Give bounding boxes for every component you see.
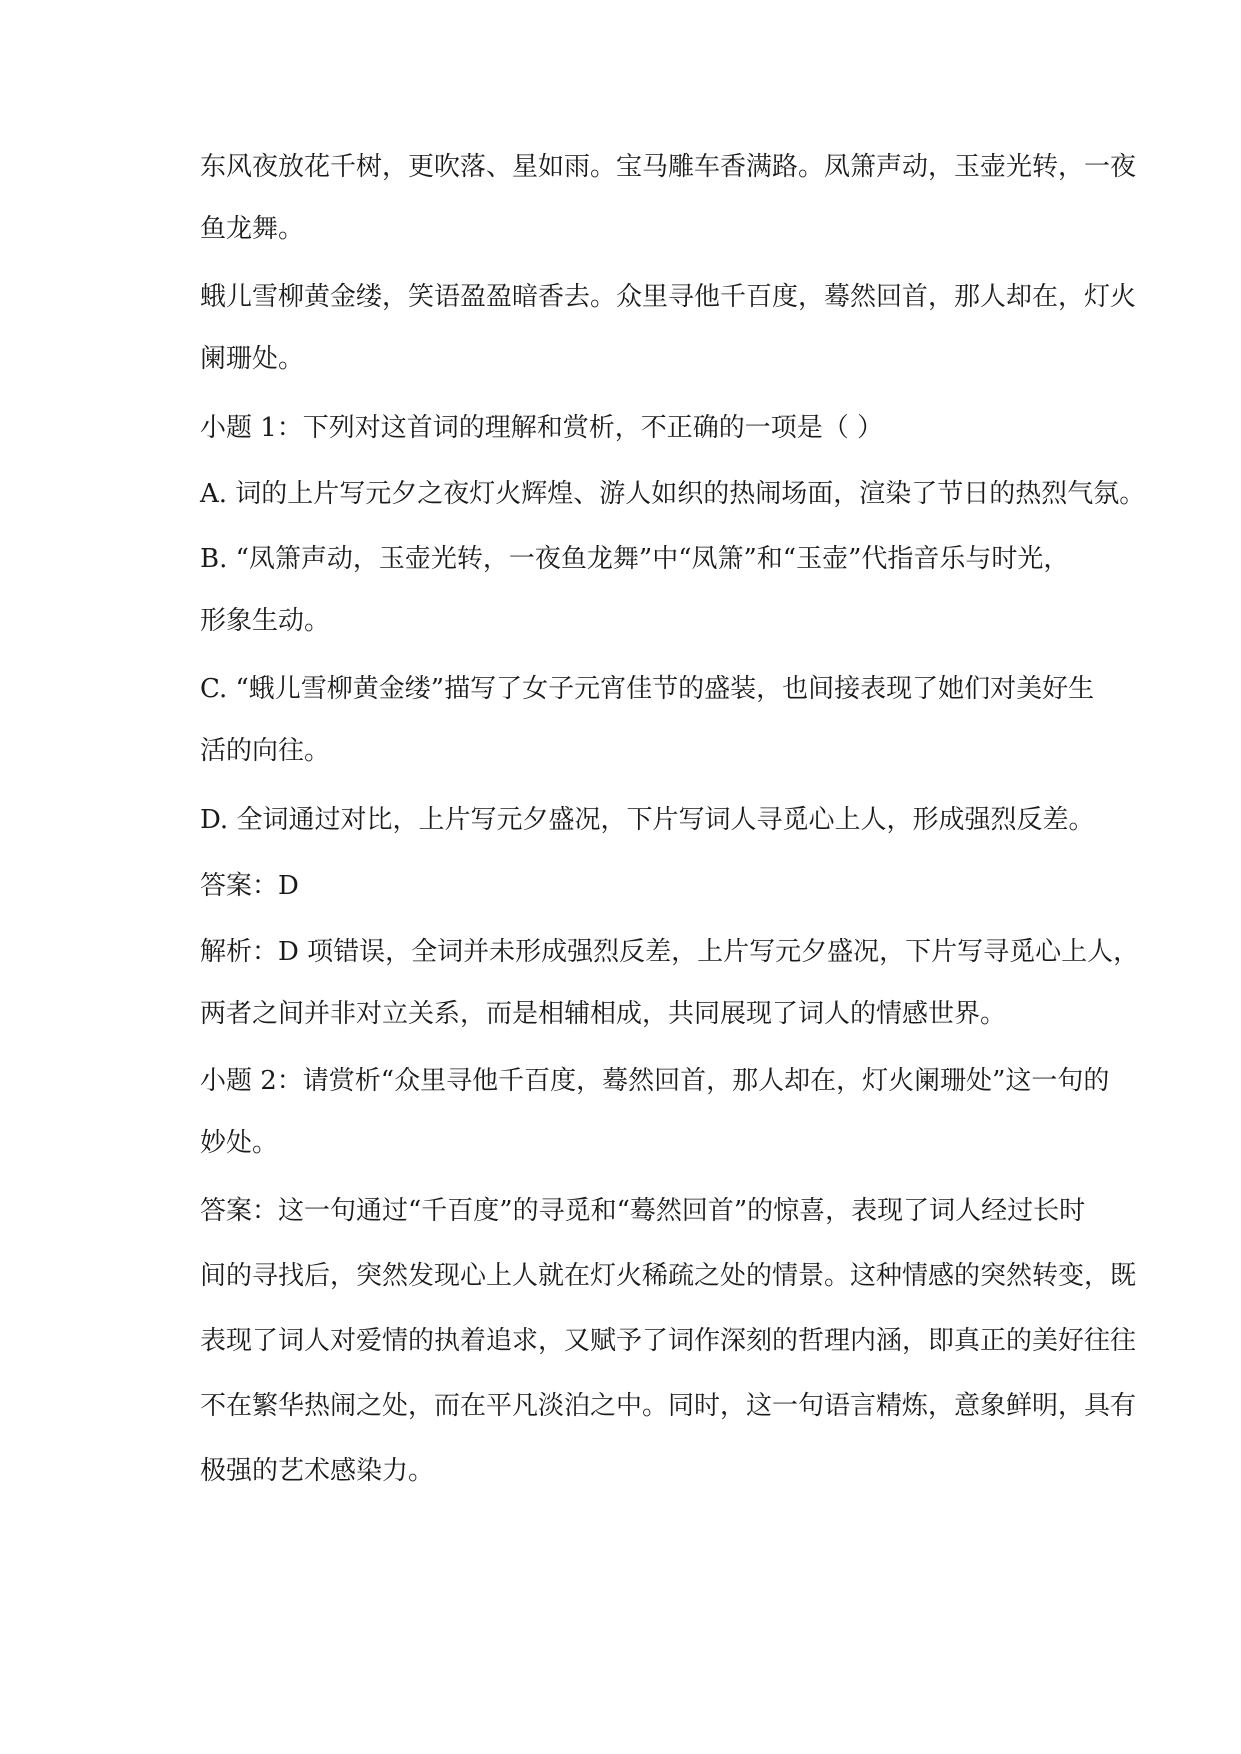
question-2-answer-cont: 不在繁华热闹之处，而在平凡淡泊之中。同时，这一句语言精炼，意象鲜明，具有 [200, 1391, 1137, 1421]
question-2-answer-cont: 表现了词人对爱情的执着追求，又赋予了词作深刻的哲理内涵，即真正的美好往往 [200, 1326, 1137, 1356]
question-1-option-c: C. “蛾儿雪柳黄金缕”描写了女子元宵佳节的盛装，也间接表现了她们对美好生 [200, 674, 1095, 704]
question-1-option-b: B. “凤箫声动，玉壶光转，一夜鱼龙舞”中“凤箫”和“玉壶”代指音乐与时光， [200, 544, 1070, 574]
question-2-answer-cont: 间的寻找后，突然发现心上人就在灯火稀疏之处的情景。这种情感的突然转变，既 [200, 1261, 1137, 1291]
question-1-answer: 答案：D [200, 871, 299, 901]
question-2-stem-cont: 妙处。 [200, 1128, 279, 1158]
poem-line: 东风夜放花千树，更吹落、星如雨。宝马雕车香满路。凤箫声动，玉壶光转，一夜 [200, 152, 1137, 182]
question-1-analysis: 解析：D 项错误，全词并未形成强烈反差，上片写元夕盛况，下片写寻觅心上人， [200, 937, 1140, 967]
question-2-answer: 答案：这一句通过“千百度”的寻觅和“蓦然回首”的惊喜，表现了词人经过长时 [200, 1196, 1086, 1226]
poem-line: 鱼龙舞。 [200, 214, 305, 244]
question-1-option-c-cont: 活的向往。 [200, 736, 331, 766]
question-1-option-a: A. 词的上片写元夕之夜灯火辉煌、游人如织的热闹场面，渲染了节日的热烈气氛。 [200, 479, 1146, 509]
question-1-stem: 小题 1：下列对这首词的理解和赏析，不正确的一项是（ ） [200, 413, 884, 443]
poem-line: 蛾儿雪柳黄金缕，笑语盈盈暗香去。众里寻他千百度，蓦然回首，那人却在，灯火 [200, 282, 1137, 312]
question-2-stem: 小题 2：请赏析“众里寻他千百度，蓦然回首，那人却在，灯火阑珊处”这一句的 [200, 1066, 1110, 1096]
question-2-answer-cont: 极强的艺术感染力。 [200, 1456, 435, 1486]
poem-line: 阑珊处。 [200, 344, 305, 374]
question-1-option-b-cont: 形象生动。 [200, 606, 331, 636]
question-1-option-d: D. 全词通过对比，上片写元夕盛况，下片写词人寻觅心上人，形成强烈反差。 [200, 805, 1095, 835]
question-1-analysis-cont: 两者之间并非对立关系，而是相辅相成，共同展现了词人的情感世界。 [200, 999, 1007, 1029]
